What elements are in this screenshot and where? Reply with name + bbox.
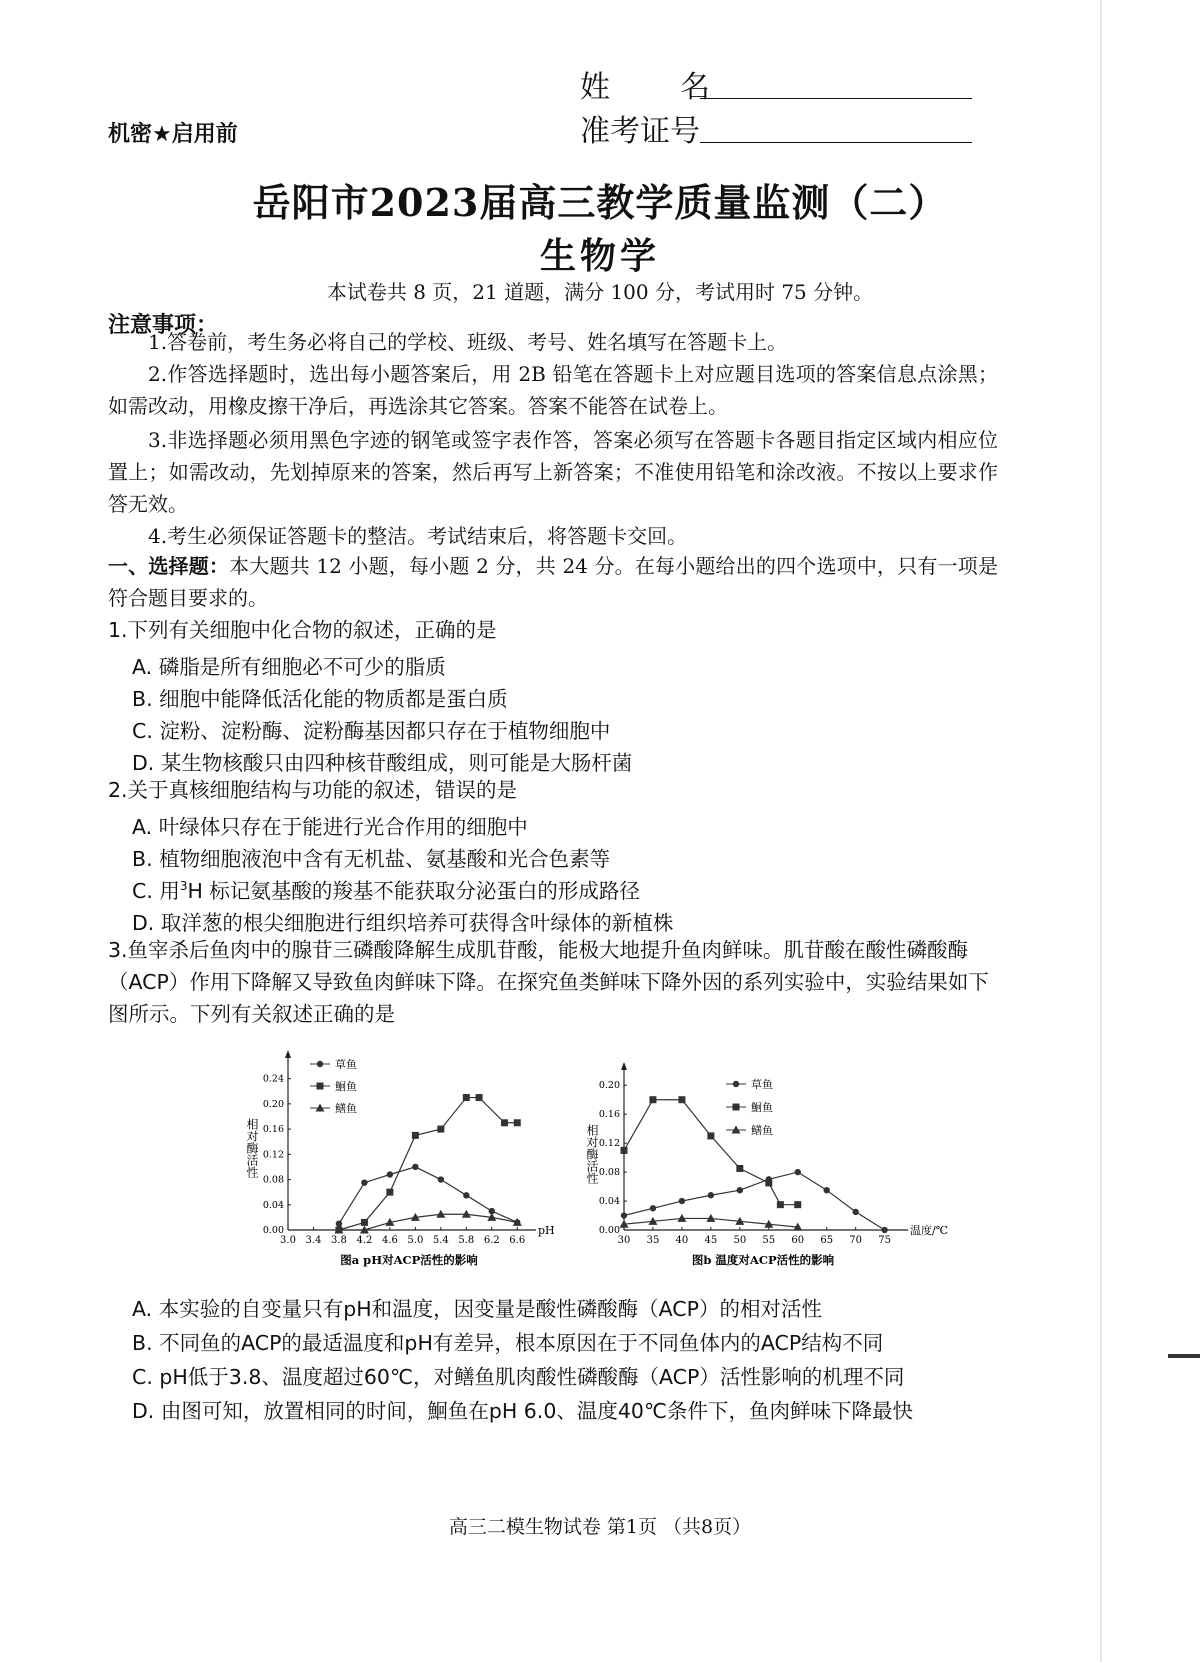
chart-caption: 图b 温度对ACP活性的影响	[691, 1253, 835, 1267]
chart-temperature	[580, 1036, 949, 1286]
data-point	[708, 1192, 714, 1198]
x-tick-label: 6.6	[509, 1235, 526, 1246]
data-point	[765, 1179, 772, 1186]
q1-option-d[interactable]: D. 某生物核酸只由四种核苷酸组成，则可能是大肠杆菌	[132, 751, 633, 775]
q2-option-a[interactable]: A. 叶绿体只存在于能进行光合作用的细胞中	[132, 815, 528, 839]
x-tick-label: 40	[675, 1235, 689, 1246]
q3-option-d[interactable]: D. 由图可知，放置相同的时间，鮰鱼在pH 6.0、温度40℃条件下，鱼肉鲜味下降最快	[132, 1399, 913, 1423]
y-tick-label: 0.08	[598, 1167, 620, 1179]
y-tick-label: 0.08	[262, 1174, 284, 1186]
data-point	[501, 1119, 508, 1126]
x-tick-label: 4.2	[356, 1235, 373, 1246]
section-1-text: 本大题共 12 小题，每小题 2 分，共 24 分。在每小题给出的四个选项中，只有一项是符合题目要求的。	[108, 554, 998, 610]
data-point	[795, 1169, 801, 1175]
x-tick-label: 75	[878, 1235, 891, 1246]
x-tick-label: 6.2	[483, 1235, 500, 1246]
chart-caption: 图a pH对ACP活性的影响	[340, 1253, 478, 1267]
note-1: 1.答卷前，考生务必将自己的学校、班级、考号、姓名填写在答题卡上。	[148, 330, 788, 354]
y-tick-label: 0.16	[262, 1124, 284, 1136]
x-tick-label: 50	[733, 1235, 747, 1246]
x-tick-label: 5.8	[458, 1235, 475, 1246]
y-tick-label: 0.00	[262, 1225, 284, 1236]
y-tick-label: 0.12	[598, 1138, 620, 1150]
q3-option-c[interactable]: C. pH低于3.8、温度超过60℃，对鳝鱼肌肉酸性磷酸酶（ACP）活性影响的机理不同	[132, 1365, 905, 1389]
question-2-stem: 2.关于真核细胞结构与功能的叙述，错误的是	[108, 778, 518, 802]
data-point	[707, 1132, 714, 1139]
legend-label: 鳝鱼	[335, 1102, 357, 1115]
data-point	[361, 1219, 368, 1226]
data-point	[736, 1165, 743, 1172]
y-tick-label: 0.12	[262, 1149, 284, 1161]
q2-option-d[interactable]: D. 取洋葱的根尖细胞进行组织培养可获得含叶绿体的新植株	[132, 911, 674, 935]
note-3: 3.非选择题必须用黑色字迹的钢笔或签字表作答，答案必须写在答题卡各题目指定区域内相应位置上；如需改动，先划掉原来的答案，然后再写上新答案；不准使用铅笔和涂改液。不按以上要求作答无效。	[108, 428, 998, 516]
x-axis-label: pH	[538, 1224, 555, 1237]
x-tick-label: 35	[646, 1235, 660, 1246]
data-point	[514, 1119, 521, 1126]
legend-marker	[733, 1081, 739, 1087]
section-1-heading: 一、选择题：	[108, 554, 230, 578]
legend-marker	[733, 1104, 740, 1111]
q2-option-c[interactable]	[132, 874, 640, 904]
q1-option-b[interactable]: B. 细胞中能降低活化能的物质都是蛋白质	[132, 687, 508, 711]
question-1-stem: 1.下列有关细胞中化合物的叙述，正确的是	[108, 618, 497, 642]
data-point	[737, 1187, 743, 1193]
y-axis-label: 相对酶活性	[585, 1124, 599, 1184]
data-point	[437, 1126, 444, 1133]
chart-ph	[230, 1036, 590, 1286]
name-label: 姓 名	[580, 70, 730, 105]
exam-id-label: 准考证号	[580, 114, 700, 149]
x-tick-label: 55	[762, 1235, 776, 1246]
data-point	[438, 1176, 444, 1182]
data-point	[412, 1132, 419, 1139]
x-tick-label: 3.8	[330, 1235, 347, 1246]
data-point	[386, 1189, 393, 1196]
legend-label: 鮰鱼	[751, 1101, 773, 1114]
data-point	[881, 1227, 887, 1233]
data-point	[621, 1147, 628, 1154]
data-point	[824, 1187, 830, 1193]
y-axis-label: 相对酶活性	[245, 1118, 259, 1178]
notes-heading: 注意事项：	[108, 313, 219, 338]
data-point	[621, 1212, 627, 1218]
series-line	[624, 1172, 885, 1230]
q1-option-c[interactable]: C. 淀粉、淀粉酶、淀粉酶基因都只存在于植物细胞中	[132, 719, 611, 743]
data-point	[361, 1179, 367, 1185]
y-axis-arrow	[621, 1062, 627, 1070]
legend-marker	[317, 1083, 324, 1090]
y-tick-label: 0.04	[598, 1196, 620, 1208]
exam-info: 本试卷共 8 页，21 道题，满分 100 分，考试用时 75 分钟。	[326, 280, 874, 304]
x-tick-label: 70	[849, 1235, 863, 1246]
name-field-line[interactable]	[700, 98, 972, 99]
legend-marker	[317, 1061, 323, 1067]
isotope-superscript: 3	[179, 879, 188, 894]
data-point	[649, 1096, 656, 1103]
q2-option-b[interactable]: B. 植物细胞液泡中含有无机盐、氨基酸和光合色素等	[132, 847, 611, 871]
x-tick-label: 5.0	[407, 1235, 424, 1246]
scan-mark	[1168, 1354, 1200, 1358]
data-point	[463, 1094, 470, 1101]
legend-label: 鮰鱼	[335, 1080, 357, 1093]
confidential-label: 机密★启用前	[108, 122, 238, 147]
data-point	[463, 1192, 469, 1198]
x-axis-label: 温度/℃	[910, 1224, 949, 1237]
q2-option-c-rest: H 标记氨基酸的羧基不能获取分泌蛋白的形成路径	[187, 879, 640, 903]
data-point	[794, 1201, 801, 1208]
legend-label: 草鱼	[335, 1058, 357, 1071]
data-point	[852, 1209, 858, 1215]
y-tick-label: 0.04	[262, 1199, 284, 1211]
legend-label: 草鱼	[751, 1078, 773, 1091]
subject-title: 生物学	[539, 236, 660, 277]
data-point	[387, 1171, 393, 1177]
q3-option-b[interactable]: B. 不同鱼的ACP的最适温度和pH有差异，根本原因在于不同鱼体内的ACP结构不同	[132, 1331, 884, 1355]
x-tick-label: 5.4	[432, 1235, 449, 1246]
q2-option-c-prefix: C. 用	[132, 879, 180, 903]
page-title: 岳阳市2023届高三教学质量监测（二）	[252, 180, 948, 225]
x-tick-label: 60	[791, 1235, 805, 1246]
note-4: 4.考生必须保证答题卡的整洁。考试结束后，将答题卡交回。	[148, 524, 688, 548]
exam-id-field-line[interactable]	[700, 142, 972, 143]
legend-label: 鳝鱼	[751, 1124, 773, 1137]
x-tick-label: 30	[617, 1235, 631, 1246]
series-line	[624, 1100, 798, 1205]
x-tick-label: 3.0	[280, 1235, 296, 1246]
y-tick-label: 0.20	[598, 1080, 620, 1092]
y-tick-label: 0.24	[262, 1073, 284, 1085]
page-footer: 高三二模生物试卷 第1页 （共8页）	[448, 1516, 752, 1538]
section-1-intro	[108, 550, 998, 614]
x-tick-label: 4.6	[381, 1235, 398, 1246]
note-2: 2.作答选择题时，选出每小题答案后，用 2B 铅笔在答题卡上对应题目选项的答案信息点涂黑；如需改动，用橡皮擦干净后，再选涂其它答案。答案不能答在试卷上。	[108, 362, 998, 418]
data-point	[412, 1164, 418, 1170]
data-point	[476, 1094, 483, 1101]
x-tick-label: 65	[820, 1235, 834, 1246]
data-point	[679, 1198, 685, 1204]
y-tick-label: 0.16	[598, 1109, 620, 1121]
data-point	[777, 1201, 784, 1208]
x-tick-label: 3.4	[305, 1235, 322, 1246]
y-tick-label: 0.00	[598, 1225, 620, 1236]
data-point	[678, 1096, 685, 1103]
x-tick-label: 45	[704, 1235, 718, 1246]
q1-option-a[interactable]: A. 磷脂是所有细胞必不可少的脂质	[132, 655, 446, 679]
question-3-stem: 3.鱼宰杀后鱼肉中的腺苷三磷酸降解生成肌苷酸，能极大地提升鱼肉鲜味。肌苷酸在酸性磷酸酶（ACP）作用下降解又导致鱼肉鲜味下降。在探究鱼类鲜味下降外因的系列实验中，实验结果如下图所示。下列有关叙述正确的是	[108, 938, 989, 1026]
q3-option-a[interactable]: A. 本实验的自变量只有pH和温度，因变量是酸性磷酸酶（ACP）的相对活性	[132, 1297, 822, 1321]
y-axis-arrow	[285, 1050, 291, 1058]
y-tick-label: 0.20	[262, 1098, 284, 1110]
data-point	[650, 1205, 656, 1211]
